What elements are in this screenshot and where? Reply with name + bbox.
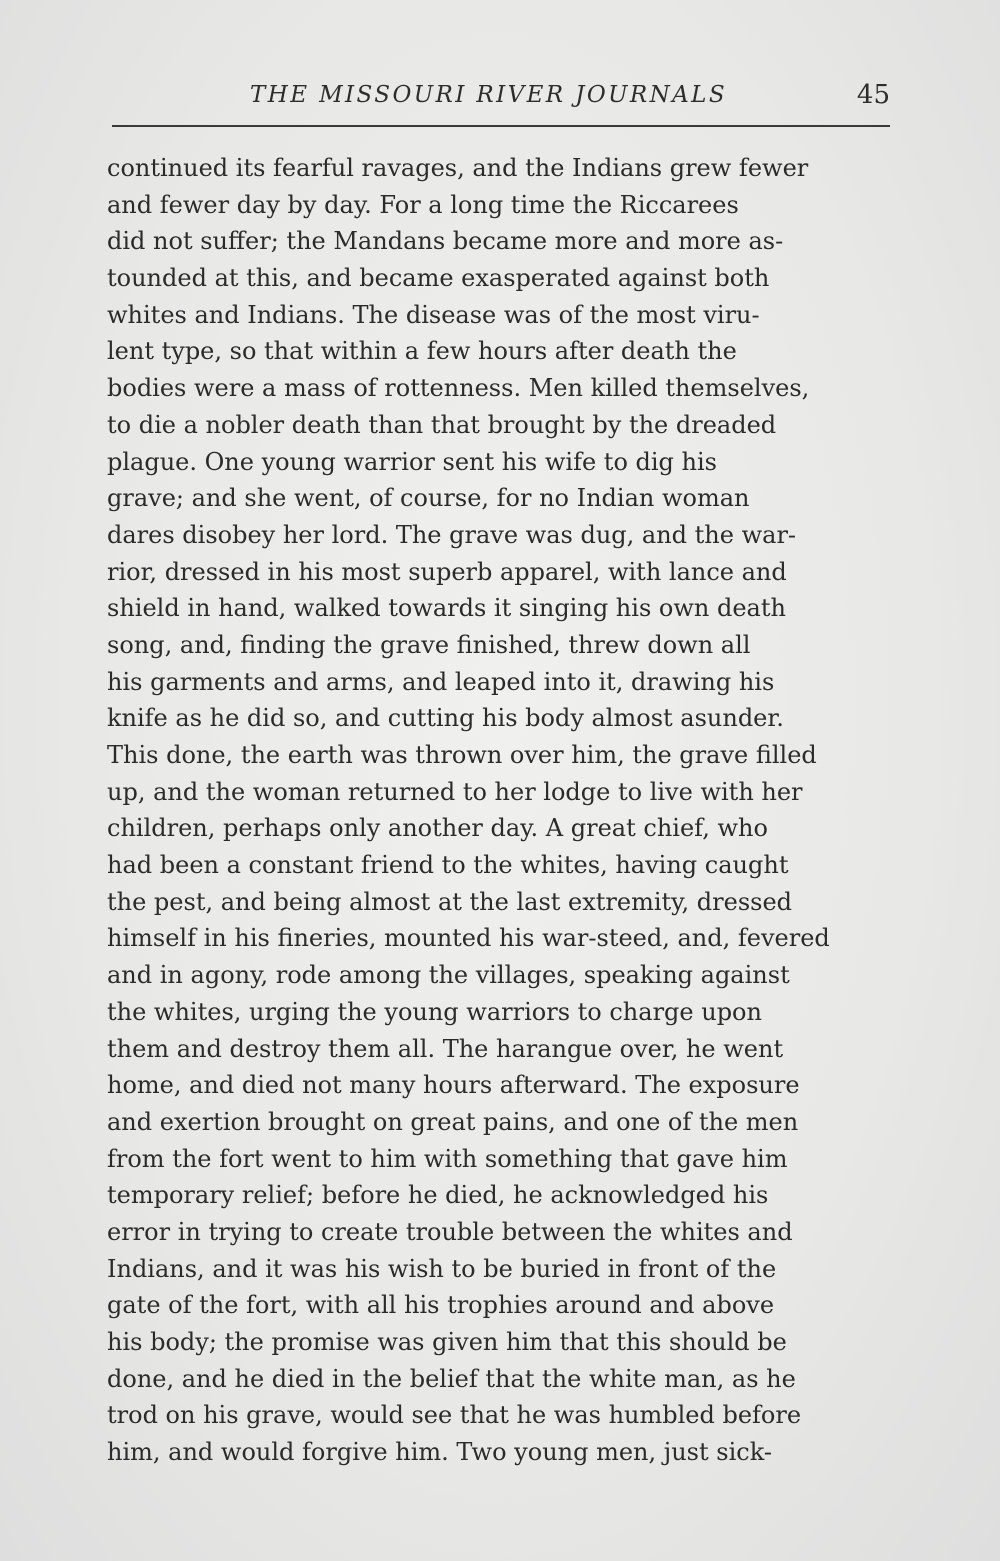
text-line: dares disobey her lord. The grave was dug, and the war- xyxy=(107,520,797,549)
text-line: done, and he died in the belief that the white man, as he xyxy=(107,1364,796,1393)
text-line: Indians, and it was his wish to be buried in front of the xyxy=(107,1254,777,1283)
running-head xyxy=(110,82,890,118)
text-line: grave; and she went, of course, for no Indian woman xyxy=(107,484,750,513)
text-line: tounded at this, and became exasperated against both xyxy=(107,264,770,293)
page-number: 45 xyxy=(856,80,890,110)
text-line: his body; the promise was given him that this should be xyxy=(107,1328,787,1356)
text-line: gate of the fort, with all his trophies around and above xyxy=(107,1291,775,1320)
text-line: whites and Indians. The disease was of the most viru- xyxy=(107,300,760,329)
text-line: him, and would forgive him. Two young men, just sick- xyxy=(107,1438,772,1467)
text-line: knife as he did so, and cutting his body almost asunder. xyxy=(107,704,784,733)
text-line: up, and the woman returned to her lodge to live with her xyxy=(107,777,803,806)
text-line: from the fort went to him with something that gave him xyxy=(107,1144,788,1173)
text-line: bodies were a mass of rottenness. Men killed themselves, xyxy=(107,374,810,403)
text-line: himself in his fineries, mounted his war-steed, and, fevered xyxy=(107,924,830,953)
text-line: and in agony, rode among the villages, speaking against xyxy=(107,961,790,990)
text-line: continued its fearful ravages, and the Indians grew fewer xyxy=(107,154,809,182)
text-line: shield in hand, walked towards it singing his own death xyxy=(107,594,786,623)
text-line: trod on his grave, would see that he was humbled before xyxy=(107,1401,802,1430)
text-line: had been a constant friend to the whites, having caught xyxy=(107,851,789,880)
text-line: did not suffer; the Mandans became more and more as- xyxy=(107,227,784,256)
text-line: temporary relief; before he died, he acknowledged his xyxy=(107,1181,769,1210)
text-line: to die a nobler death than that brought by the dreaded xyxy=(107,410,777,439)
text-line: rior, dressed in his most superb apparel, with lance and xyxy=(107,557,787,586)
text-line: the whites, urging the young warriors to charge upon xyxy=(107,997,762,1026)
text-line: home, and died not many hours afterward. The exposure xyxy=(107,1071,800,1100)
text-line: and fewer day by day. For a long time the Riccarees xyxy=(107,190,739,219)
body-text xyxy=(107,150,891,1471)
text-line: plague. One young warrior sent his wife to dig his xyxy=(107,447,717,476)
text-line: the pest, and being almost at the last extremity, dressed xyxy=(107,887,793,916)
text-line: them and destroy them all. The harangue over, he went xyxy=(107,1034,784,1063)
text-line: children, perhaps only another day. A great chief, who xyxy=(107,814,768,843)
text-line: and exertion brought on great pains, and one of the men xyxy=(107,1107,799,1136)
text-line: error in trying to create trouble between the whites and xyxy=(107,1217,793,1246)
text-line: This done, the earth was thrown over him, the grave filled xyxy=(107,741,817,769)
text-line: song, and, finding the grave finished, threw down all xyxy=(107,630,751,659)
text-line: lent type, so that within a few hours after death the xyxy=(107,337,737,366)
running-title: THE MISSOURI RIVER JOURNALS xyxy=(250,82,727,108)
text-line: his garments and arms, and leaped into it, drawing his xyxy=(107,667,775,696)
header-rule xyxy=(112,125,890,127)
